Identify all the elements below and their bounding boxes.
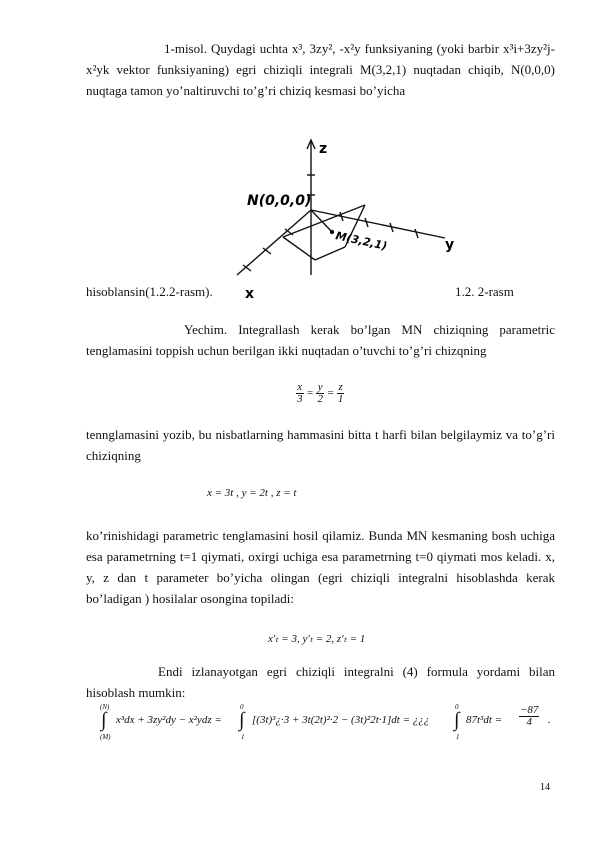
int1-upper: (N) bbox=[100, 703, 110, 711]
point-M bbox=[330, 230, 334, 234]
label-y: y bbox=[445, 237, 455, 253]
equation-line-ratio: $\frac{x}{3}$ = $\frac{y}{2}$ = $\frac{z}{1}$ bbox=[297, 381, 344, 405]
int1-lower: (M) bbox=[100, 733, 111, 741]
equation-derivatives: x′ₜ = 3, y′ₜ = 2, z′ₜ = 1 bbox=[268, 633, 366, 645]
frac-y: $\frac{y}{2}$ bbox=[317, 381, 323, 405]
solution-paragraph-2: tennglamasini yozib, bu nisbatlarning hammasini bitta t harfi bilan belgilaymiz va to’g’ri chiziqning bbox=[86, 427, 555, 463]
intro-paragraph bbox=[86, 38, 555, 101]
int3-lower: 1 bbox=[456, 733, 460, 741]
caption-left: hisoblansin(1.2.2-rasm). bbox=[86, 284, 213, 299]
figure-3d-axes bbox=[215, 135, 475, 300]
eq4-period: . bbox=[548, 714, 551, 726]
intro-text: 1-misol. Quydagi uchta x³, 3zy², -x²y funksiyaning (yoki barbir x³i+3zy²j-x²yk vektor funksiyaning) egri chiziqli integrali M(3,2,1) nuqtadan chiqib, N(0,0,0) nuqtaga tamon yo’naltiruvchi to’g’ri chiziq kesmasi bo’yicha bbox=[86, 41, 555, 98]
solution-paragraph-4: Endi izlanayotgan egri chiziqli integralni (4) formula yordami bilan hisoblash mumkin: bbox=[86, 664, 555, 700]
integral-sign-1: ∫ bbox=[101, 709, 107, 731]
int3-upper: 0 bbox=[455, 703, 459, 711]
frac-x: $\frac{x}{3}$ bbox=[297, 381, 303, 405]
frac-z: $\frac{z}{1}$ bbox=[337, 381, 344, 405]
solution-paragraph-3: ko’rinishidagi parametric tenglamasini hosil qilamiz. Bunda MN kesmaning bosh uchiga esa parametrning t=1 qiymati, oxirgi uchiga esa parametrning t=0 qiymati mos keladi. x, y, z dan t parameter bo’yicha olingan (egri chiziqli integralni hisoblashda kerak bo’ladigan ) hosilalar osongina topiladi: bbox=[86, 528, 555, 606]
x-axis-line bbox=[237, 210, 311, 275]
label-M: M(3,2,1) bbox=[334, 229, 389, 253]
int2-lower: 1 bbox=[241, 733, 245, 741]
eq4-mid: [(3t)³¿·3 + 3t(2t)²·2 − (3t)²2t·1]dt = ¿¿¿ bbox=[252, 714, 430, 726]
box-edge-2 bbox=[283, 237, 315, 260]
int2-upper: 0 bbox=[240, 703, 244, 711]
solution-paragraph-1: Yechim. Integrallash kerak bo’lgan MN chiziqning parametric tenglamasini toppish uchun berilgan ikki nuqtadan o’tuvchi to’g’ri chizqning bbox=[86, 322, 555, 358]
result-fraction: $\frac{-87}{4}$ bbox=[520, 704, 539, 728]
integral-sign-3: ∫ bbox=[454, 709, 460, 731]
integral-sign-2: ∫ bbox=[239, 709, 245, 731]
page-number: 14 bbox=[540, 782, 550, 793]
equation-parametric: x = 3t , y = 2t , z = t bbox=[207, 487, 297, 499]
label-x: x bbox=[245, 286, 255, 300]
eq4-left: x³dx + 3zy²dy − x²ydz = bbox=[116, 714, 222, 726]
caption-right: 1.2. 2-rasm bbox=[455, 284, 514, 299]
equation-integral bbox=[96, 703, 556, 763]
eq4-right: 87t³dt = bbox=[466, 714, 503, 726]
box-edge-4 bbox=[315, 247, 345, 260]
label-z: z bbox=[319, 141, 328, 157]
label-N: N(0,0,0) bbox=[247, 193, 312, 209]
